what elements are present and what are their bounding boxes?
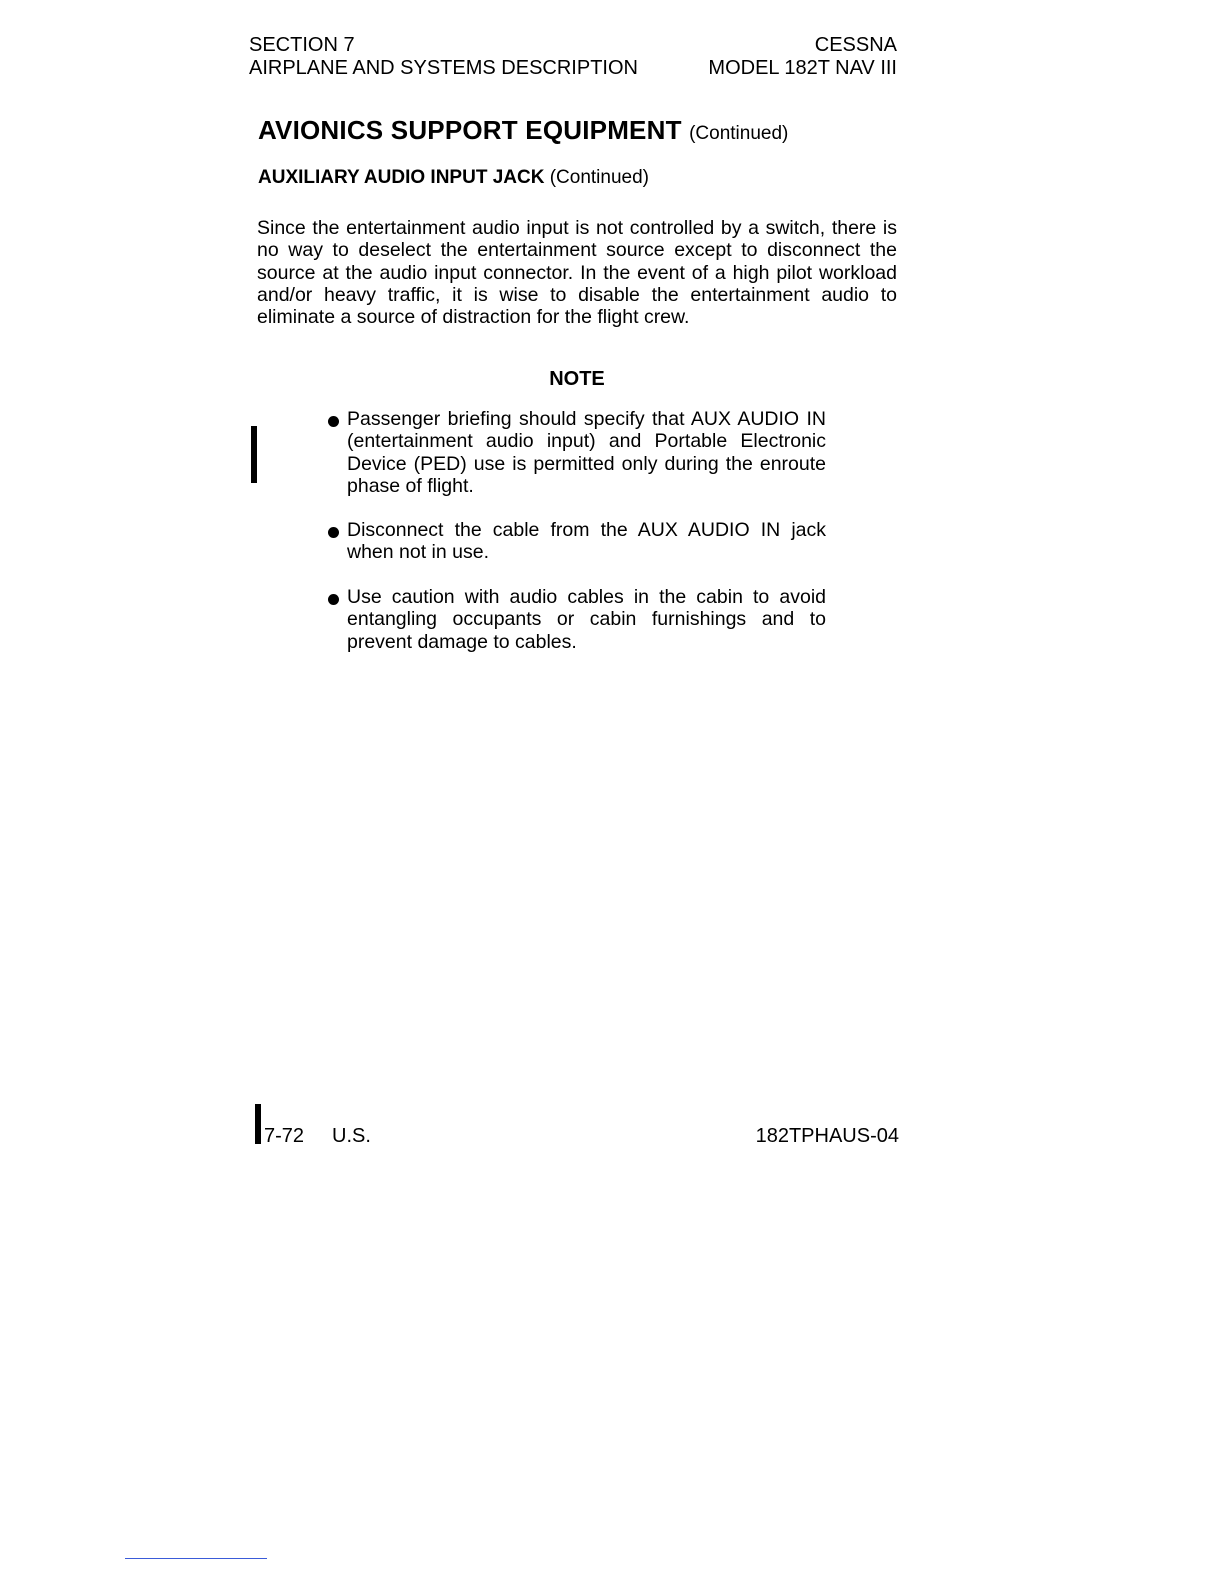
page-number: 7-72 <box>264 1125 305 1147</box>
page-title <box>258 114 788 150</box>
bullet-icon <box>328 594 339 605</box>
bullet-icon <box>328 416 339 427</box>
section-subtitle-suffix: (Continued) <box>549 167 649 188</box>
note-item <box>328 586 826 653</box>
model-label: MODEL 182T NAV III <box>708 57 897 79</box>
header-left <box>249 34 638 80</box>
bullet-icon <box>328 527 339 538</box>
chapter-title: AIRPLANE AND SYSTEMS DESCRIPTION <box>249 57 638 79</box>
page-title-text: AVIONICS SUPPORT EQUIPMENT <box>258 115 682 145</box>
bottom-rule <box>125 1558 267 1559</box>
footer-left <box>264 1124 371 1148</box>
section-subtitle-text: AUXILIARY AUDIO INPUT JACK <box>258 167 545 188</box>
note-title: NOTE <box>549 368 605 390</box>
document-id: 182TPHAUS-04 <box>755 1125 899 1147</box>
region-label: U.S. <box>332 1125 371 1147</box>
header-right <box>660 34 897 80</box>
section-subtitle <box>258 166 649 190</box>
manufacturer-label: CESSNA <box>814 34 897 56</box>
body-paragraph: Since the entertainment audio input is not controlled by a switch, there is no way to deselect the entertainment source except to disconnect the source at the audio input connector. In the event of a high pilot workload and/or heavy traffic, it is wise to disable the entertainment audio to eliminate a source of distraction for the flight crew. <box>257 217 897 329</box>
section-label: SECTION 7 <box>249 34 355 56</box>
page-title-suffix: (Continued) <box>689 123 789 144</box>
note-item-text: Disconnect the cable from the AUX AUDIO IN jack when not in use. <box>347 519 826 564</box>
note-item-text: Use caution with audio cables in the cabin to avoid entangling occupants or cabin furnishings and to prevent damage to cables. <box>347 586 826 653</box>
note-item <box>328 408 826 497</box>
note-item <box>328 519 826 564</box>
revision-bar <box>255 1104 261 1144</box>
note-item-text: Passenger briefing should specify that AUX AUDIO IN (entertainment audio input) and Portable Electronic Device (PED) use is permitted only during the enroute phase of flight. <box>347 408 826 497</box>
revision-bar <box>251 426 257 483</box>
